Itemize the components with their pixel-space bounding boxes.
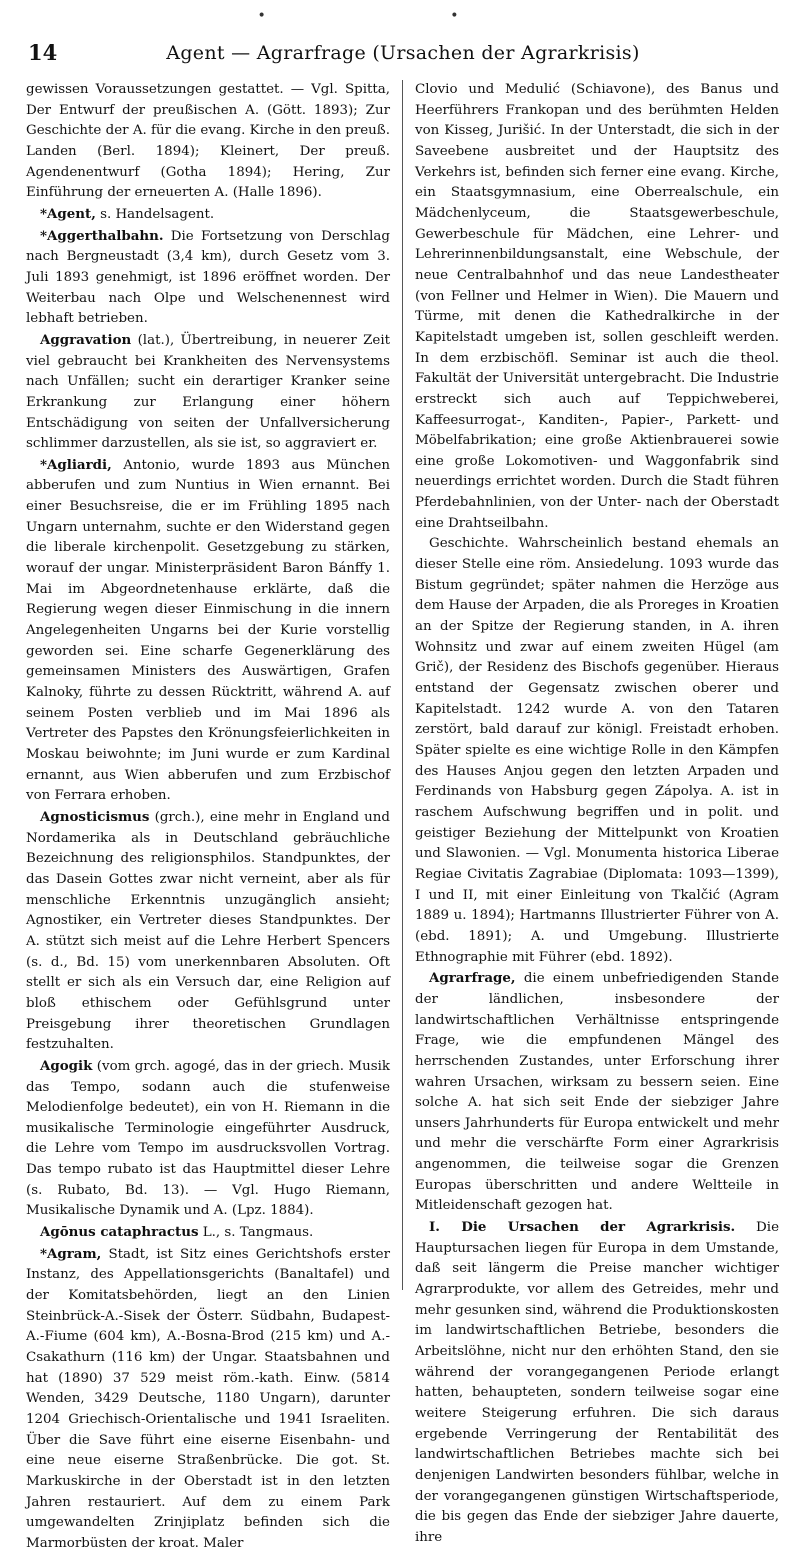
page-header — [26, 40, 780, 74]
entry-headword: *Aggerthalbahn. — [40, 227, 164, 244]
entry-text: Stadt, ist Sitz eines Gerichtshofs erster Instanz, des Appellationsgerichts (Banaltafel) und der Komitatsbehörden, liegt an den Linien Steinbrück-A.-Sisek der Österr. Südbahn, Budapest-A.-Fiume (604 km), A.-Bosna-Brod (215 km) und A.-Csakathurn (116 km) der Ungar. Staatsbahnen und hat (1890) 37 529 meist röm.-kath. Einw. (5814 Wenden, 3429 Deutsche, 1180 Ungarn), darunter 1204 Griechisch-Orientalische und 1941 Israeliten. Über die Save führt eine eiserne Eisenbahn- und eine neue eiserne Straßenbrücke. Die got. St. Markuskirche in der Oberstadt ist in den letzten Jahren restauriert. Auf dem zu einem Park umgewandelten Zrinjiplatz befinden sich die Marmorbüsten der kroat. Maler — [26, 1246, 390, 1551]
entry-paragraph — [415, 1217, 779, 1549]
entry-text: Antonio, wurde 1893 aus München abberufen und zum Nuntius in Wien ernannt. Bei einer Besuchsreise, die er im Frühling 1895 nach Ungarn unternahm, suchte er den Widerstand gegen die liberale kirchenpolit. Gesetzgebung zu stärken, worauf der ungar. Ministerpräsident Baron Bánffy 1. Mai im Abgeordnetenhause erklärte, daß die Regierung wegen dieser Einmischung in die innern Angelegenheiten Ungarns bei der Kurie vorstellig geworden sei. Eine scharfe Gegenerklärung des gemeinsamen Ministers des Auswärtigen, Grafen Kalnoky, führte zu dessen Rücktritt, während A. auf seinem Posten verblieb und im Mai 1896 als Vertreter des Papstes den Krönungsfeierlichkeiten in Moskau beiwohnte; im Juni wurde er zum Kardinal ernannt, aus Wien abberufen und zum Erzbischof von Ferrara erhoben. — [26, 457, 390, 804]
entry-text: Die Fortsetzung von Derschlag nach Bergneustadt (3,4 km), durch Gesetz vom 3. Juli 1893 genehmigt, ist 1896 eröffnet worden. Der Weiterbau nach Olpe und Welschenennest wird lebhaft betrieben. — [26, 228, 390, 327]
entry-headword: *Agent, — [40, 205, 96, 222]
entry-text: Geschichte. Wahrscheinlich bestand ehemals an dieser Stelle eine röm. Ansiedelung. 1093 wurde das Bistum gegründet; später nahmen die Herzöge aus dem Hause der Arpaden, die als Proreges in Kroatien an der Spitze der Regierung standen, in A. ihren Wohnsitz und zwar auf einem zweiten Hügel (am Grič), der Residenz des Bischofs gegenüber. Hieraus entstand der Gegensatz zwischen oberer und Kapitelstadt. 1242 wurde A. von den Tataren zerstört, bald darauf zur königl. Freistadt erhoben. Später spielte es eine wichtige Rolle in den Kämpfen des Hauses Anjou gegen den letzten Arpaden und Ferdinands von Habsburg gegen Zápolya. A. ist in raschem Aufschwung begriffen und in polit. und geistiger Beziehung der Mittelpunkt von Kroatien und Slawonien. — Vgl. Monumenta historica Liberae Regiae Civitatis Zagrabiae (Diplomata: 1093—1399), I und II, mit einer Einleitung von Tkalčić (Agram 1889 u. 1894); Hartmanns Illustrierter Führer von A. (ebd. 1891); A. und Umgebung. Illustrierte Ethnographie mit Führer (ebd. 1892). — [415, 536, 779, 965]
entry-paragraph — [26, 80, 390, 204]
entry-paragraph — [26, 1244, 390, 1555]
column-divider — [402, 80, 403, 1290]
entry-paragraph — [26, 455, 390, 807]
page — [26, 0, 780, 1551]
entry-text: gewissen Voraussetzungen gestattet. — Vgl. Spitta, Der Entwurf der preußischen A. (Gött. 1893); Zur Geschichte der A. für die evang. Kirche in den preuß. Landen (Berl. 1894); Kleinert, Der preuß. Agendenentwurf (Gotha 1894); Hering, Zur Einführung der erneuerten A. (Halle 1896). — [26, 82, 390, 201]
entry-paragraph — [415, 80, 779, 534]
entry-headword: I. Die Ursachen der Agrarkrisis. — [429, 1219, 736, 1236]
entry-paragraph — [26, 1222, 390, 1244]
right-column — [415, 80, 779, 1549]
entry-text: (lat.), Übertreibung, in neuerer Zeit viel gebraucht bei Krankheiten des Nervensystems nach Unfällen; sucht ein derartiger Kranker seine Erkrankung zur Erlangung einer höhern Entschädigung von seiten der Unfallversicherung schlimmer darzustellen, als sie ist, so aggraviert er. — [26, 332, 390, 452]
entry-text: (vom grch. agogé, das in der griech. Musik das Tempo, sodann auch die stufenweise Melodienfolge bedeutet), ein von H. Riemann in die musikalische Terminologie eingeführter Ausdruck, die Lehre vom Tempo im ausdrucksvollen Vortrag. Das tempo rubato ist das Hauptmittel dieser Lehre (s. Rubato, Bd. 13). — Vgl. Hugo Riemann, Musikalische Dynamik und A. (Lpz. 1884). — [26, 1058, 390, 1219]
entry-text: Die Hauptursachen liegen für Europa in dem Umstande, daß seit längerm die Preise mancher wichtiger Agrarprodukte, vor allem des Getreides, mehr und mehr gesunken sind, während die Produktionskosten im landwirtschaftlichen Betriebe, besonders die Arbeitslöhne, nicht nur den erhöhten Stand, den sie während der vorangegangenen Periode erlangt hatten, behaupteten, sondern teilweise sogar eine weitere Steigerung erfuhren. Die sich daraus ergebende Verringerung der Rentabilität des landwirtschaftlichen Betriebes machte sich bei denjenigen Landwirten besonders fühlbar, welche in der vorangegangenen günstigen Wirtschaftsperiode, die bis gegen das Ende der siebziger Jahre dauerte, ihre — [415, 1220, 779, 1545]
page-number: 14 — [28, 40, 58, 65]
entry-text: (grch.), eine mehr in England und Nordamerika als in Deutschland gebräuchliche Bezeichnung des religionsphilos. Standpunktes, der das Dasein Gottes zwar nicht verneint, aber als für menschliche Erkenntnis unzugänglich ansieht; Agnostiker, ein Vertreter dieses Standpunktes. Der A. stützt sich meist auf die Lehre Herbert Spencers (s. d., Bd. 15) vom unerkennbaren Absoluten. Oft stellt er sich als ein Versuch dar, eine Religion auf bloß ethischem oder Gefühlsgrund unter Preisgebung ihrer theoretischen Grundlagen festzuhalten. — [26, 809, 390, 1053]
entry-headword: Agōnus cataphractus — [40, 1224, 199, 1241]
entry-paragraph — [26, 807, 390, 1056]
running-head: Agent — Agrarfrage (Ursachen der Agrarkrisis) — [166, 42, 640, 64]
entry-paragraph — [26, 204, 390, 226]
entry-text: s. Handelsagent. — [95, 206, 215, 222]
entry-paragraph — [415, 534, 779, 968]
left-column — [26, 80, 390, 1555]
entry-headword: *Agliardi, — [40, 456, 112, 473]
entry-text: Clovio und Medulić (Schiavone), des Banus und Heerführers Frankopan und des berühmten Helden von Kisseg, Jurišić. In der Unterstadt, die sich in der Saveebene ausbreitet und der Hauptsitz des Verkehrs ist, befinden sich ferner eine evang. Kirche, ein Staatsgymnasium, eine Oberrealschule, ein Mädchenlyceum, die Staatsgewerbeschule, Gewerbeschule für Mädchen, eine Lehrer- und Lehrerinnenbildungsanstalt, eine Webschule, der neue Centralbahnhof und das neue Landestheater (von Fellner und Helmer in Wien). Die Mauern und Türme, mit denen die Kathedralkirche in der Kapitelstadt umgeben ist, sollen geschleift werden. In dem erzbischöfl. Seminar ist auch die theol. Fakultät der Universität untergebracht. Die Industrie erstreckt sich auch auf Teppichweberei, Kaffeesurrogat-, Kanditen-, Papier-, Parkett- und Möbelfabrikation; eine große Aktienbrauerei sowie eine große Lokomotiven- und Waggonfabrik sind neuerdings errichtet worden. Durch die Stadt führen Pferdebahnlinien, von der Unter- nach der Oberstadt eine Drahtseilbahn. — [415, 82, 779, 531]
entry-paragraph — [26, 1056, 390, 1222]
entry-paragraph — [415, 968, 779, 1217]
entry-headword: Agrarfrage, — [429, 970, 516, 987]
ornament-dots: • • — [257, 8, 549, 24]
entry-paragraph — [26, 330, 390, 455]
entry-headword: *Agram, — [40, 1245, 102, 1262]
entry-headword: Agogik — [40, 1057, 93, 1074]
entry-text: die einem unbefriedigenden Stande der ländlichen, insbesondere der landwirtschaftlichen Verhältnisse entspringende Frage, wie die empfundenen Mängel des herrschenden Zustandes, unter Erforschung ihrer wahren Ursachen, wirksam zu bessern seien. Eine solche A. hat sich seit Ende der siebziger Jahre unsers Jahrhunderts für Europa entwickelt und mehr und mehr die verschärfte Form einer Agrarkrisis angenommen, die teilweise sogar die Grenzen Europas überschritten und andere Weltteile in Mitleidenschaft gezogen hat. — [415, 971, 779, 1214]
entry-headword: Agnosticismus — [40, 808, 150, 825]
entry-paragraph — [26, 226, 390, 330]
entry-headword: Aggravation — [40, 331, 132, 348]
entry-text: L., s. Tangmaus. — [198, 1225, 314, 1241]
